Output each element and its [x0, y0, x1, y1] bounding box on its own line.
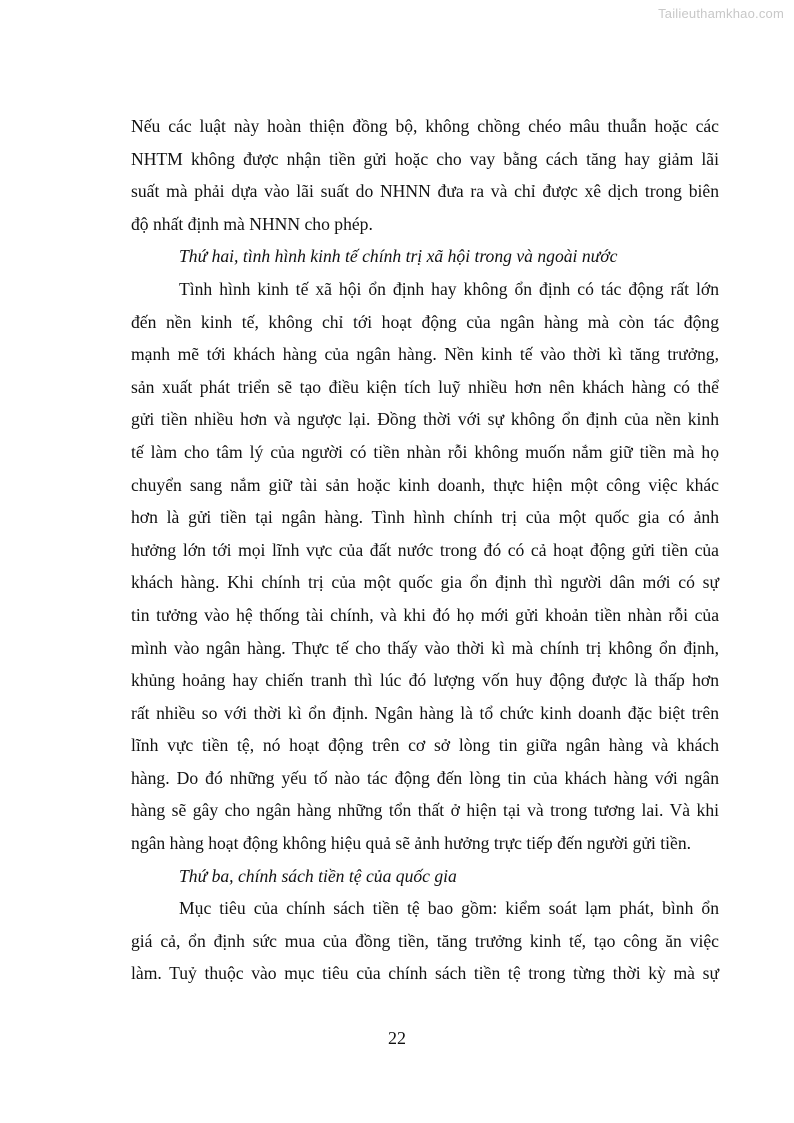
paragraph-1	[131, 110, 719, 240]
text-line: ngân hàng hoạt động không hiệu quả sẽ ảnh hưởng trực tiếp đến người gửi tiền.	[131, 833, 692, 854]
text-line: gửi tiền nhiều hơn và ngược lại. Đồng thời với sự không ổn định của nền kinh	[131, 409, 719, 430]
text-line: hàng. Do đó những yếu tố nào tác động đến lòng tin của khách hàng với ngân	[131, 767, 719, 788]
text-line: đến nền kinh tế, không chỉ tới hoạt động của ngân hàng mà còn tác động	[131, 311, 719, 332]
text-line: hàng sẽ gây cho ngân hàng những tổn thất ở hiện tại và trong tương lai. Và khi	[131, 800, 719, 821]
text-line: NHTM không được nhận tiền gửi hoặc cho vay bằng cách tăng hay giảm lãi	[131, 148, 719, 169]
text-line: suất mà phải dựa vào lãi suất do NHNN đưa ra và chỉ được xê dịch trong biên	[131, 181, 719, 202]
text-line: mình vào ngân hàng. Thực tế cho thấy vào thời kì mà chính trị không ổn định,	[131, 637, 719, 658]
text-line: tế làm cho tâm lý của người có tiền nhàn rỗi không muốn nắm giữ tiền mà họ	[131, 441, 719, 462]
text-line: tin tưởng vào hệ thống tài chính, và khi đó họ mới gửi khoản tiền nhàn rỗi của	[131, 604, 719, 625]
page-number: 22	[388, 1028, 406, 1048]
paragraph-3	[131, 892, 719, 990]
section-heading-2: Thứ hai, tình hình kinh tế chính trị xã hội trong và ngoài nước	[179, 246, 618, 267]
text-line: Tình hình kinh tế xã hội ổn định hay không ổn định có tác động rất lớn	[179, 278, 719, 299]
text-line: hơn là gửi tiền tại ngân hàng. Tình hình chính trị của một quốc gia có ảnh	[131, 507, 719, 528]
text-line: Nếu các luật này hoàn thiện đồng bộ, không chồng chéo mâu thuẫn hoặc các	[131, 116, 719, 136]
paragraph-2	[131, 273, 719, 860]
text-line: hưởng lớn tới mọi lĩnh vực của đất nước trong đó có cả hoạt động gửi tiền của	[131, 539, 719, 560]
text-line: sản xuất phát triển sẽ tạo điều kiện tích luỹ nhiều hơn nên khách hàng có thể	[131, 376, 719, 397]
text-line: độ nhất định mà NHNN cho phép.	[131, 213, 373, 234]
text-line: giá cả, ổn định sức mua của đồng tiền, tăng trưởng kinh tế, tạo công ăn việc	[131, 930, 719, 951]
text-line: chuyển sang nắm giữ tài sản hoặc kinh doanh, thực hiện một công việc khác	[131, 474, 719, 495]
section-heading-3: Thứ ba, chính sách tiền tệ của quốc gia	[179, 865, 457, 886]
text-line: làm. Tuỷ thuộc vào mục tiêu của chính sách tiền tệ trong từng thời kỳ mà sự	[131, 963, 719, 984]
text-line: khủng hoảng hay chiến tranh thì lúc đó lượng vốn huy động được là thấp hơn	[131, 670, 719, 691]
text-line: mạnh mẽ tới khách hàng của ngân hàng. Nền kinh tế vào thời kì tăng trưởng,	[131, 344, 719, 365]
text-line: rất nhiều so với thời kì ổn định. Ngân hàng là tổ chức kinh doanh đặc biệt trên	[131, 702, 719, 723]
text-line: khách hàng. Khi chính trị của một quốc gia ổn định thì người dân mới có sự	[131, 572, 719, 593]
watermark: Tailieuthamkhao.com	[658, 6, 784, 21]
text-line: lĩnh vực tiền tệ, nó hoạt động trên cơ sở lòng tin giữa ngân hàng và khách	[131, 735, 719, 756]
page-body	[131, 110, 719, 990]
text-line: Mục tiêu của chính sách tiền tệ bao gồm: kiểm soát lạm phát, bình ổn	[179, 898, 719, 919]
